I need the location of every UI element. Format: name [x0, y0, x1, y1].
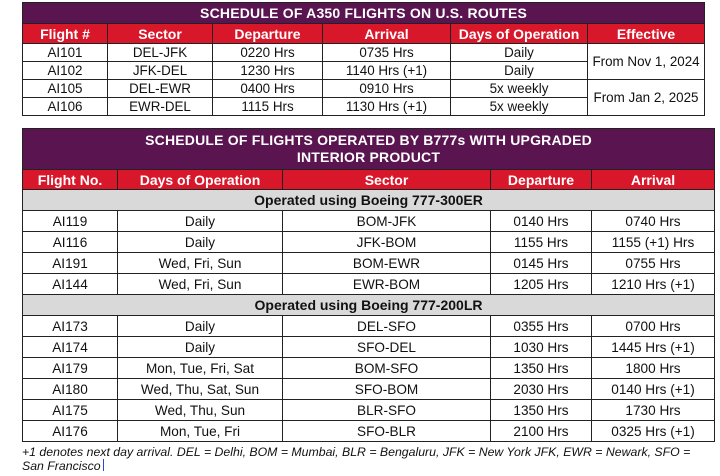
table-row [23, 274, 715, 295]
departure-cell: 1030 Hrs [491, 337, 592, 358]
sector-cell: SFO-BOM [283, 379, 491, 400]
days-cell: 5x weekly [451, 80, 588, 98]
days-cell: Mon, Tue, Fri [118, 421, 283, 442]
column-header: Sector [108, 24, 213, 44]
title-line: SCHEDULE OF FLIGHTS OPERATED BY B777s WITH UPGRADED [145, 132, 592, 148]
sector-cell: BOM-JFK [283, 211, 491, 232]
column-header: Arrival [592, 170, 715, 190]
departure-cell: 1115 Hrs [213, 98, 323, 116]
sector-cell: EWR-BOM [283, 274, 491, 295]
header-row [23, 24, 705, 44]
flight-cell: AI116 [23, 232, 118, 253]
arrival-cell: 1445 Hrs (+1) [592, 337, 715, 358]
flight-cell: AI101 [23, 44, 108, 62]
arrival-cell: 0755 Hrs [592, 253, 715, 274]
days-cell: Wed, Thu, Sat, Sun [118, 379, 283, 400]
column-header: Flight No. [23, 170, 118, 190]
departure-cell: 0400 Hrs [213, 80, 323, 98]
departure-cell: 1155 Hrs [491, 232, 592, 253]
flight-cell: AI119 [23, 211, 118, 232]
days-cell: Wed, Fri, Sun [118, 274, 283, 295]
column-header: Departure [213, 24, 323, 44]
a350-schedule-table [22, 2, 705, 116]
footnote-text: +1 denotes next day arrival. DEL = Delhi, BOM = Mumbai, BLR = Bengaluru, JFK = New York JFK, EWR = Newark, SFO = San Francisco [22, 445, 691, 473]
days-cell: Daily [118, 211, 283, 232]
footnote [22, 445, 712, 473]
table-row [23, 44, 705, 62]
days-cell: 5x weekly [451, 98, 588, 116]
header-row [23, 170, 715, 190]
arrival-cell: 1130 Hrs (+1) [323, 98, 451, 116]
days-cell: Daily [451, 62, 588, 80]
table-row [23, 80, 705, 98]
flight-cell: AI102 [23, 62, 108, 80]
days-cell: Mon, Tue, Fri, Sat [118, 358, 283, 379]
table-title: SCHEDULE OF A350 FLIGHTS ON U.S. ROUTES [23, 3, 705, 24]
arrival-cell: 0325 Hrs (+1) [592, 421, 715, 442]
sector-cell: SFO-BLR [283, 421, 491, 442]
arrival-cell: 1155 (+1) Hrs [592, 232, 715, 253]
flight-cell: AI180 [23, 379, 118, 400]
departure-cell: 0145 Hrs [491, 253, 592, 274]
flight-cell: AI179 [23, 358, 118, 379]
effective-cell: From Jan 2, 2025 [588, 80, 705, 116]
days-cell: Wed, Thu, Sun [118, 400, 283, 421]
sector-cell: DEL-SFO [283, 316, 491, 337]
departure-cell: 2030 Hrs [491, 379, 592, 400]
column-header: Days of Operation [451, 24, 588, 44]
column-header: Departure [491, 170, 592, 190]
departure-cell: 1230 Hrs [213, 62, 323, 80]
departure-cell: 1205 Hrs [491, 274, 592, 295]
days-cell: Daily [118, 337, 283, 358]
column-header: Flight # [23, 24, 108, 44]
sector-cell: BOM-EWR [283, 253, 491, 274]
table-row [23, 421, 715, 442]
departure-cell: 2100 Hrs [491, 421, 592, 442]
flight-cell: AI191 [23, 253, 118, 274]
arrival-cell: 1210 Hrs (+1) [592, 274, 715, 295]
arrival-cell: 0910 Hrs [323, 80, 451, 98]
arrival-cell: 1730 Hrs [592, 400, 715, 421]
sector-cell: SFO-DEL [283, 337, 491, 358]
sector-cell: DEL-JFK [108, 44, 213, 62]
departure-cell: 0140 Hrs [491, 211, 592, 232]
arrival-cell: 1140 Hrs (+1) [323, 62, 451, 80]
column-header: Sector [283, 170, 491, 190]
title-line: INTERIOR PRODUCT [296, 149, 441, 165]
arrival-cell: 1800 Hrs [592, 358, 715, 379]
sector-cell: JFK-DEL [108, 62, 213, 80]
table-row [23, 358, 715, 379]
arrival-cell: 0740 Hrs [592, 211, 715, 232]
column-header: Effective [588, 24, 705, 44]
days-cell: Daily [451, 44, 588, 62]
table-row [23, 337, 715, 358]
arrival-cell: 0735 Hrs [323, 44, 451, 62]
table-row [23, 316, 715, 337]
arrival-cell: 0700 Hrs [592, 316, 715, 337]
flight-cell: AI105 [23, 80, 108, 98]
sector-cell: DEL-EWR [108, 80, 213, 98]
flight-cell: AI144 [23, 274, 118, 295]
b777-schedule-table [22, 128, 715, 442]
flight-cell: AI176 [23, 421, 118, 442]
table-row [23, 400, 715, 421]
table-row [23, 232, 715, 253]
sector-cell: BOM-SFO [283, 358, 491, 379]
departure-cell: 1350 Hrs [491, 358, 592, 379]
column-header: Days of Operation [118, 170, 283, 190]
sector-cell: EWR-DEL [108, 98, 213, 116]
effective-cell: From Nov 1, 2024 [588, 44, 705, 80]
sector-cell: BLR-SFO [283, 400, 491, 421]
column-header: Arrival [323, 24, 451, 44]
departure-cell: 0220 Hrs [213, 44, 323, 62]
departure-cell: 1350 Hrs [491, 400, 592, 421]
table-title [23, 129, 715, 170]
table-row [23, 253, 715, 274]
flight-cell: AI174 [23, 337, 118, 358]
flight-cell: AI175 [23, 400, 118, 421]
flight-cell: AI106 [23, 98, 108, 116]
departure-cell: 0355 Hrs [491, 316, 592, 337]
arrival-cell: 0140 Hrs (+1) [592, 379, 715, 400]
sector-cell: JFK-BOM [283, 232, 491, 253]
group-header: Operated using Boeing 777-300ER [23, 190, 715, 211]
table-row [23, 211, 715, 232]
table-row [23, 379, 715, 400]
days-cell: Daily [118, 232, 283, 253]
days-cell: Daily [118, 316, 283, 337]
flight-cell: AI173 [23, 316, 118, 337]
group-header: Operated using Boeing 777-200LR [23, 295, 715, 316]
text-cursor [103, 459, 104, 471]
days-cell: Wed, Fri, Sun [118, 253, 283, 274]
